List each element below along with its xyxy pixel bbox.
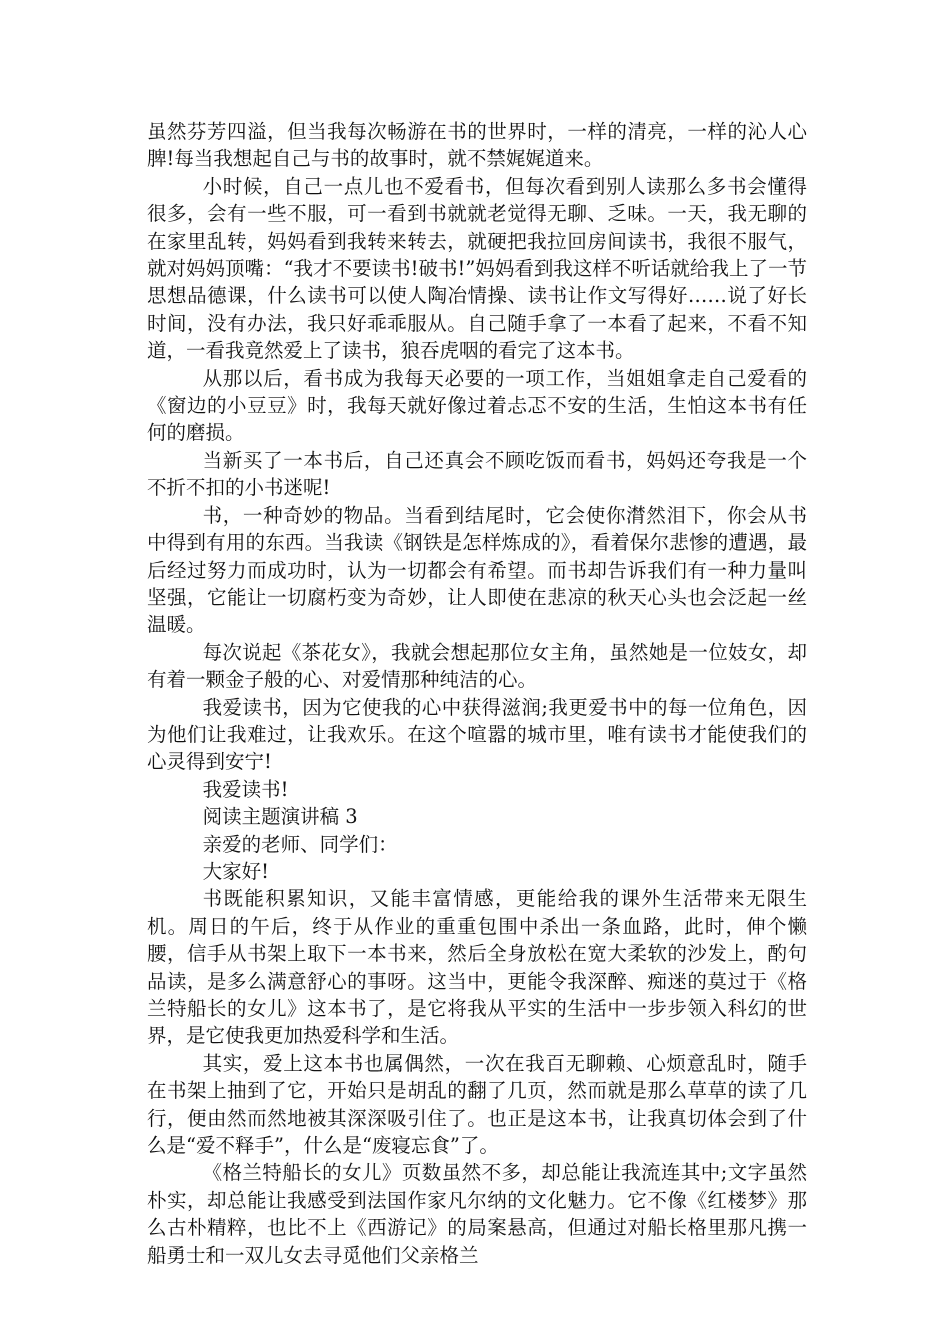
paragraph: 其实，爱上这本书也属偶然，一次在我百无聊赖、心烦意乱时，随手在书架上抽到了它，开始只是胡乱的翻了几页，然而就是那么草草的读了几行，便由然而然地被其深深吸引住了。也正是这本书，让我真切体会到了什么是“爱不释手”，什么是“废寝忘食”了。 [147, 1051, 807, 1158]
paragraph: 从那以后，看书成为我每天必要的一项工作，当姐姐拿走自己爱看的《窗边的小豆豆》时，我每天就好像过着忐忑不安的生活，生怕这本书有任何的磨损。 [147, 366, 807, 445]
paragraph: 我爱读书，因为它使我的心中获得滋润;我更爱书中的每一位角色，因为他们让我难过，让我欢乐。在这个喧嚣的城市里，唯有读书才能使我们的心灵得到安宁! [147, 695, 807, 774]
body-text [147, 118, 807, 1269]
salutation: 亲爱的老师、同学们： [202, 832, 398, 856]
paragraph: 书既能积累知识，又能丰富情感，更能给我的课外生活带来无限生机。周日的午后，终于从作业的重重包围中杀出一条血路，此时，伸个懒腰，信手从书架上取下一本书来，然后全身放松在宽大柔软的沙发上，酌句品读，是多么满意舒心的事呀。这当中，更能令我深醉、痴迷的莫过于《格兰特船长的女儿》这本书了，是它将我从平实的生活中一步步领入科幻的世界，是它使我更加热爱科学和生活。 [147, 887, 807, 1048]
paragraph: 书，一种奇妙的物品。当看到结尾时，它会使你潸然泪下，你会从书中得到有用的东西。当我读《钢铁是怎样炼成的》，看着保尔悲惨的遭遇，最后经过努力而成功时，认为一切都会有希望。而书却告诉我们有一种力量叫坚强，它能让一切腐朽变为奇妙，让人即使在悲凉的秋天心头也会泛起一丝温暖。 [147, 503, 807, 637]
closing-line: 我爱读书! [202, 777, 289, 801]
paragraph: 当新买了一本书后，自己还真会不顾吃饭而看书，妈妈还夸我是一个不折不扣的小书迷呢! [147, 448, 807, 500]
section-title: 阅读主题演讲稿 3 [202, 805, 358, 829]
paragraph: 《格兰特船长的女儿》页数虽然不多，却总能让我流连其中;文字虽然朴实，却总能让我感受到法国作家凡尔纳的文化魅力。它不像《红楼梦》那么古朴精粹，也比不上《西游记》的局案悬高，但通过对船长格里那凡携一船勇士和一双儿女去寻觅他们父亲格兰 [147, 1161, 807, 1267]
paragraph: 小时候，自己一点儿也不爱看书，但每次看到别人读那么多书会懂得很多，会有一些不服，可一看到书就就老觉得无聊、乏味。一天，我无聊的在家里乱转，妈妈看到我转来转去，就硬把我拉回房间读书，我很不服气，就对妈妈顶嘴：“我才不要读书!破书!”妈妈看到我这样不听话就给我上了一节思想品德课，什么读书可以使人陶冶情操、读书让作文写得好……说了好长时间，没有办法，我只好乖乖服从。自己随手拿了一本看了起来，不看不知道，一看我竟然爱上了读书，狼吞虎咽的看完了这本书。 [147, 174, 807, 363]
greeting: 大家好! [202, 859, 269, 883]
paragraph: 虽然芬芳四溢，但当我每次畅游在书的世界时，一样的清亮，一样的沁人心脾!每当我想起自己与书的故事时，就不禁娓娓道来。 [147, 120, 807, 171]
paragraph: 每次说起《茶花女》，我就会想起那位女主角，虽然她是一位妓女，却有着一颗金子般的心、对爱情那种纯洁的心。 [147, 640, 807, 692]
